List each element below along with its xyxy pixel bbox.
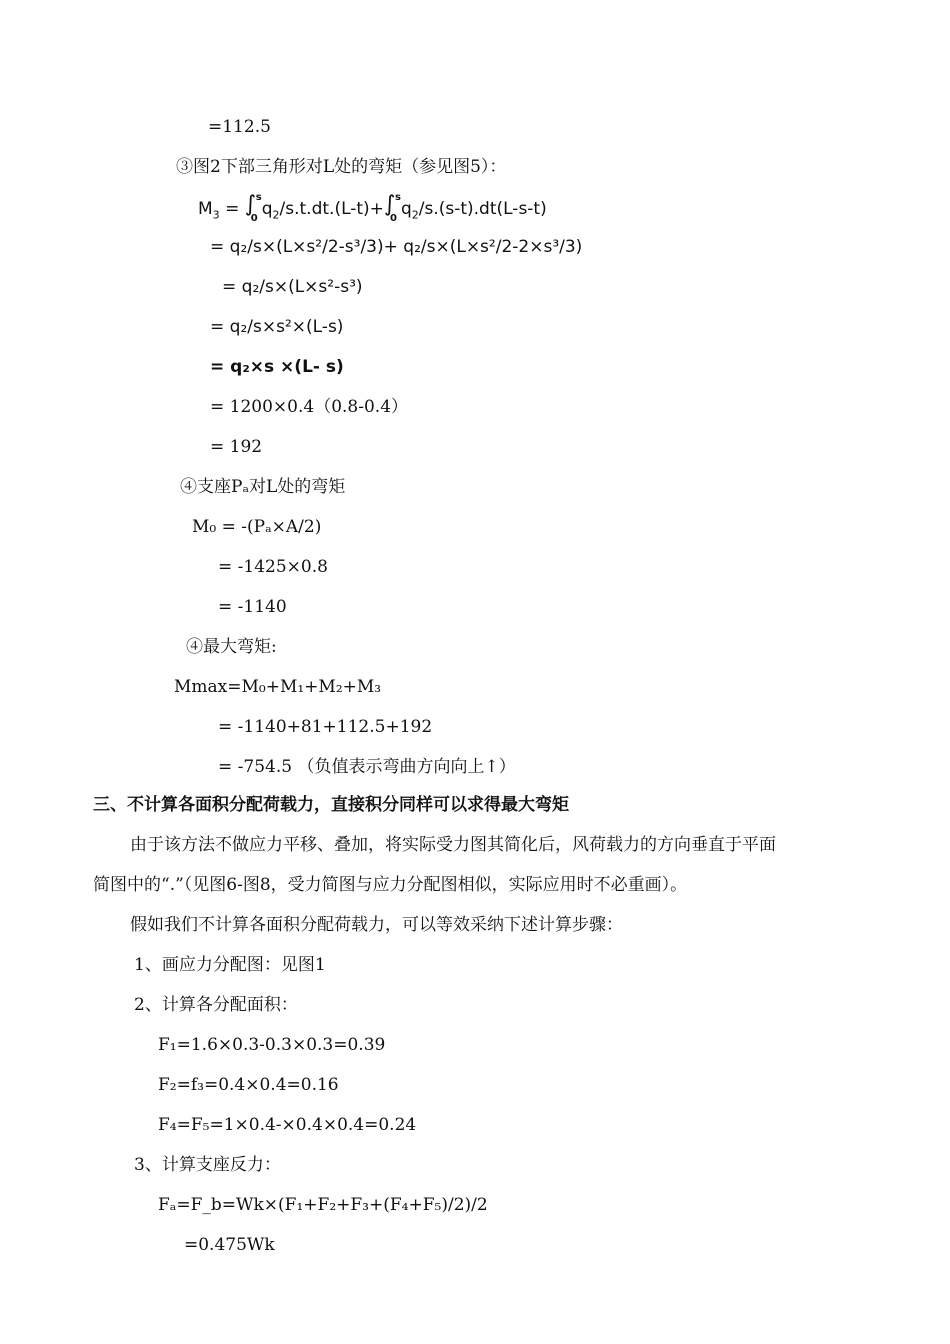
paragraph-line: 由于该方法不做应力平移、叠加，将实际受力图其简化后，风荷载力的方向垂直于平面: [130, 835, 776, 855]
paragraph-line: 简图中的“.”（见图6-图8，受力简图与应力分配图相似，实际应用时不必重画）。: [93, 875, 688, 895]
text-fragment: q: [261, 199, 273, 219]
text-fragment: =: [219, 199, 245, 219]
text-line: F₁=1.6×0.3-0.3×0.3=0.39: [158, 1035, 386, 1055]
text-line: = 192: [210, 437, 263, 457]
text-fragment: /s.(s-t).dt(L-s-t): [418, 199, 547, 219]
text-line: =0.475Wk: [184, 1235, 275, 1255]
integral-sign-icon: ∫ s 0: [384, 196, 401, 218]
text-line: M₀ = -(Pₐ×A/2): [192, 517, 322, 537]
text-line: = q₂/s×(L×s²-s³): [222, 277, 363, 297]
text-fragment: /s.t.dt.(L-t)+: [279, 199, 384, 219]
text-line: F₂=f₃=0.4×0.4=0.16: [158, 1075, 339, 1095]
text-line: Mmax=M₀+M₁+M₂+M₃: [174, 677, 382, 697]
text-line: = 1200×0.4（0.8-0.4）: [210, 397, 409, 417]
text-line: = -1140+81+112.5+192: [218, 717, 433, 737]
integral-sign-icon: ∫ s 0: [245, 196, 262, 218]
integral-lower-limit: 0: [250, 213, 258, 224]
text-line: = q₂/s×(L×s²/2-s³/3)+ q₂/s×(L×s²/2-2×s³/3): [210, 237, 583, 257]
text-fragment: q: [400, 199, 412, 219]
step-line: 1、画应力分配图：见图1: [134, 955, 326, 975]
text-line: = -1425×0.8: [218, 557, 328, 577]
text-line: = q₂×s ×(L- s): [210, 357, 344, 377]
integral-upper-limit: s: [394, 192, 401, 203]
text-line: ④最大弯矩:: [186, 637, 277, 657]
text-line: F₄=F₅=1×0.4-×0.4×0.4=0.24: [158, 1115, 417, 1135]
integral-upper-limit: s: [255, 192, 262, 203]
subscript: 2: [411, 208, 419, 222]
section-heading: 三、不计算各面积分配荷载力，直接积分同样可以求得最大弯矩: [93, 795, 569, 815]
paragraph-line: 假如我们不计算各面积分配荷载力，可以等效采纳下述计算步骤：: [130, 915, 623, 935]
integral-lower-limit: 0: [389, 213, 397, 224]
text-line: ③图2下部三角形对L处的弯矩（参见图5）：: [176, 157, 507, 177]
text-fragment: M: [198, 199, 213, 219]
text-line: = -754.5 （负值表示弯曲方向向上↑）: [218, 757, 516, 777]
step-line: 2、计算各分配面积：: [134, 995, 298, 1015]
step-line: 3、计算支座反力：: [134, 1155, 281, 1175]
text-line: ④支座Pₐ对L处的弯矩: [180, 477, 346, 497]
integral-equation: [198, 192, 547, 224]
subscript: 2: [272, 208, 280, 222]
subscript: 3: [212, 208, 220, 222]
text-line: =112.5: [208, 117, 271, 137]
text-line: Fₐ=F_b=Wk×(F₁+F₂+F₃+(F₄+F₅)/2)/2: [158, 1195, 488, 1215]
text-line: = q₂/s×s²×(L-s): [210, 317, 344, 337]
text-line: = -1140: [218, 597, 287, 617]
